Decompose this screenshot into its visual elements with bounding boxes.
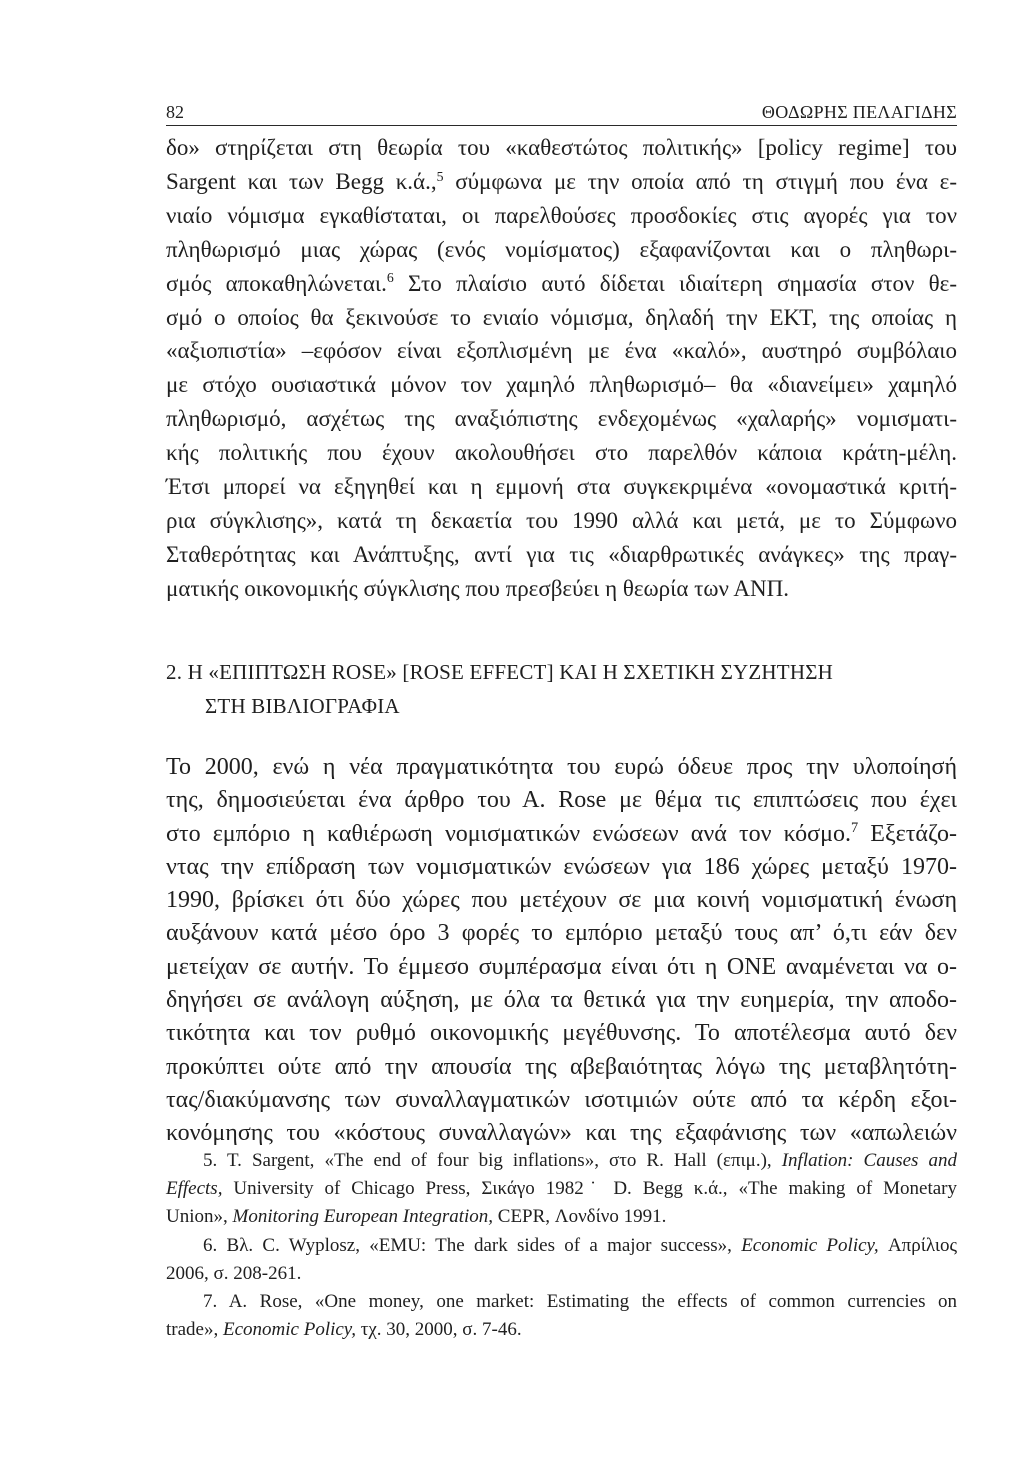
footnote-line xyxy=(166,1147,957,1175)
section-title-line: ΣΤΗ ΒΙΒΛΙΟΓΡΑΦΙΑ xyxy=(205,694,400,718)
text-line xyxy=(166,402,957,436)
line-text: Σταθερότητας και Ανάπτυξης, αντί για τις «διαρθρωτικές ανάγκες» της πραγ- xyxy=(166,541,957,567)
footnote-text: 6. Βλ. C. Wyplosz, «EMU: The dark sides of a major success», xyxy=(203,1234,742,1256)
text-line xyxy=(166,984,957,1017)
line-text: στο εμπόριο η καθιέρωση νομισματικών ενώσεων ανά τον κόσμο. xyxy=(166,820,851,847)
text-line xyxy=(166,884,957,917)
line-text: σύμφωνα με την οποία από τη στιγμή που ένα ε- xyxy=(443,168,957,194)
text-line xyxy=(166,1051,957,1084)
footnote-5 xyxy=(166,1147,957,1232)
text-line xyxy=(166,267,957,301)
footnote-text: 2006, σ. 208-261. xyxy=(166,1262,302,1284)
footnote-text: University of Chicago Press, Σικάγο 1982˙ D. Begg κ.ά., «The making of Monetary xyxy=(222,1178,957,1200)
footnote-text: Union», xyxy=(166,1206,233,1228)
text-line xyxy=(166,470,957,504)
footnote-line xyxy=(166,1232,957,1260)
footnote-text: 5. T. Sargent, «The end of four big inflations», στο R. Hall (επιμ.), xyxy=(203,1150,782,1171)
text-line xyxy=(166,165,957,199)
footnote-text: CEPR, Λονδίνο 1991. xyxy=(493,1206,667,1228)
line-text: «αξιοπιστία» –εφόσον είναι εξοπλισμένη με ένα «καλό», αυστηρό συμβόλαιο xyxy=(166,338,957,364)
text-line xyxy=(166,504,957,538)
line-text: Στο πλαίσιο αυτό δίδεται ιδιαίτερη σημασία στον θε- xyxy=(393,270,957,296)
text-line xyxy=(166,851,957,884)
footnote-line xyxy=(166,1260,957,1288)
text-line xyxy=(166,301,957,335)
line-text: δηγήσει σε ανάλογη αύξηση, με όλα τα θετικά για την ευημερία, την αποδο- xyxy=(166,987,957,1014)
footnote-line xyxy=(166,1175,957,1203)
line-text: Το 2000, ενώ η νέα πραγματικότητα του ευρώ όδευε προς την υλοποίησή xyxy=(166,754,957,780)
section-title-line: Η «ΕΠΙΠΤΩΣΗ ROSE» [ROSE EFFECT] ΚΑΙ Η ΣΧΕΤΙΚΗ ΣΥΖΗΤΗΣΗ xyxy=(187,660,833,684)
text-line xyxy=(166,368,957,402)
line-text: πληθωρισμό μιας χώρας (ενός νομίσματος) εξαφανίζονται και ο πληθωρι- xyxy=(166,236,957,262)
text-line xyxy=(166,199,957,233)
footnote-italic-title: Monitoring European Integration, xyxy=(232,1206,494,1228)
text-line xyxy=(166,334,957,368)
footnote-italic-title: Effects, xyxy=(166,1178,223,1200)
line-text: Sargent και των Begg κ.ά., xyxy=(166,168,437,194)
footnote-6 xyxy=(166,1232,957,1288)
footnote-ref: 6 xyxy=(386,270,394,286)
footnote-ref: 5 xyxy=(436,168,444,184)
text-line xyxy=(166,1084,957,1117)
footnote-7 xyxy=(166,1288,957,1344)
line-text: ντας την επίδραση των νομισματικών ενώσεων για 186 χώρες μεταξύ 1970- xyxy=(166,853,957,880)
line-text: 1990, βρίσκει ότι δύο χώρες που μετέχουν σε μια κοινή νομισματική ένωση xyxy=(166,887,957,914)
footnote-italic-title: Economic Policy, xyxy=(741,1234,879,1256)
page-number: 82 xyxy=(166,102,184,122)
line-text: Έτσι μπορεί να εξηγηθεί και η εμμονή στα συγκεκριμένα «ονομαστικά κριτή- xyxy=(166,474,957,500)
footnote-text: Απρίλιος xyxy=(878,1234,957,1256)
line-text: με στόχο ουσιαστικά μόνον τον χαμηλό πληθωρισμό– θα «διανείμει» χαμηλό xyxy=(166,372,957,398)
line-text: νιαίο νόμισμα εγκαθίσταται, οι παρελθούσες προσδοκίες στις αγορές για τον xyxy=(166,202,957,228)
footnote-text: τχ. 30, 2000, σ. 7-46. xyxy=(355,1319,522,1341)
line-text: τικότητα και τον ρυθμό οικονομικής μεγέθυνσης. Το αποτέλεσμα αυτό δεν xyxy=(166,1020,957,1047)
header-rule xyxy=(166,125,957,126)
running-title: ΘΟΔΩΡΗΣ ΠΕΛΑΓΙΔΗΣ xyxy=(761,102,957,122)
footnote-text: 7. A. Rose, «One money, one market: Estimating the effects of common currencies on xyxy=(203,1291,957,1313)
text-line xyxy=(166,1017,957,1050)
line-text: σμός αποκαθηλώνεται. xyxy=(166,270,387,296)
text-line xyxy=(166,1117,957,1150)
line-text: σμό ο οποίος θα ξεκινούσε το ενιαίο νόμισμα, δηλαδή την ΕΚΤ, της οποίας η xyxy=(166,304,957,330)
section-heading-line xyxy=(166,655,957,689)
footnote-line xyxy=(166,1288,957,1316)
footnote-line xyxy=(166,1316,957,1344)
footnote-text: trade», xyxy=(166,1319,223,1341)
line-text: Εξετάζο- xyxy=(858,820,957,847)
footnotes xyxy=(166,1147,957,1344)
section-heading xyxy=(166,655,957,723)
paragraph-1 xyxy=(166,131,957,606)
footnote-ref: 7 xyxy=(850,819,859,836)
text-line xyxy=(166,538,957,572)
text-line xyxy=(166,131,957,165)
line-text: μετείχαν σε αυτήν. Το έμμεσο συμπέρασμα είναι ότι η ΟΝΕ αναμένεται να ο- xyxy=(166,953,957,980)
section-heading-line xyxy=(166,689,957,723)
line-text: της, δημοσιεύεται ένα άρθρο του Α. Rose με θέμα τις επιπτώσεις που έχει xyxy=(166,787,957,814)
text-line xyxy=(166,436,957,470)
text-line xyxy=(166,751,957,784)
section-number: 2. xyxy=(166,660,183,684)
running-header xyxy=(166,101,957,123)
line-text: τας/διακύμανσης των συναλλαγματικών ισοτιμιών ούτε από τα κέρδη εξοι- xyxy=(166,1086,957,1113)
line-text: πληθωρισμό, ασχέτως της αναξιόπιστης ενδεχομένως «χαλαρής» νομισματι- xyxy=(166,406,957,432)
paragraph-2 xyxy=(166,751,957,1151)
footnote-italic-title: Economic Policy, xyxy=(222,1319,356,1341)
text-line xyxy=(166,784,957,817)
line-text: ρια σύγκλισης», κατά τη δεκαετία του 1990 αλλά και μετά, με το Σύμφωνο xyxy=(166,507,957,533)
line-text: κής πολιτικής που έχουν ακολουθήσει στο παρελθόν κάποια κράτη-μέλη. xyxy=(166,440,957,466)
text-line xyxy=(166,572,957,606)
text-line xyxy=(166,818,957,851)
line-text: αυξάνουν κατά μέσο όρο 3 φορές το εμπόριο μεταξύ τους απ’ ό,τι εάν δεν xyxy=(166,920,957,947)
line-text: κονόμησης του «κόστους συναλλαγών» και της εξαφάνισης των «απωλειών xyxy=(166,1120,957,1147)
footnote-line xyxy=(166,1203,957,1231)
line-text: προκύπτει ούτε από την απουσία της αβεβαιότητας λόγω της μεταβλητότη- xyxy=(166,1053,957,1080)
line-text: ματικής οικονομικής σύγκλισης που πρεσβεύει η θεωρία των ΑΝΠ. xyxy=(166,575,789,601)
footnote-italic-title: Inflation: Causes and xyxy=(781,1150,957,1171)
text-line xyxy=(166,951,957,984)
line-text: δο» στηρίζεται στη θεωρία του «καθεστώτος πολιτικής» [policy regime] του xyxy=(166,135,957,160)
text-line xyxy=(166,233,957,267)
text-line xyxy=(166,917,957,950)
